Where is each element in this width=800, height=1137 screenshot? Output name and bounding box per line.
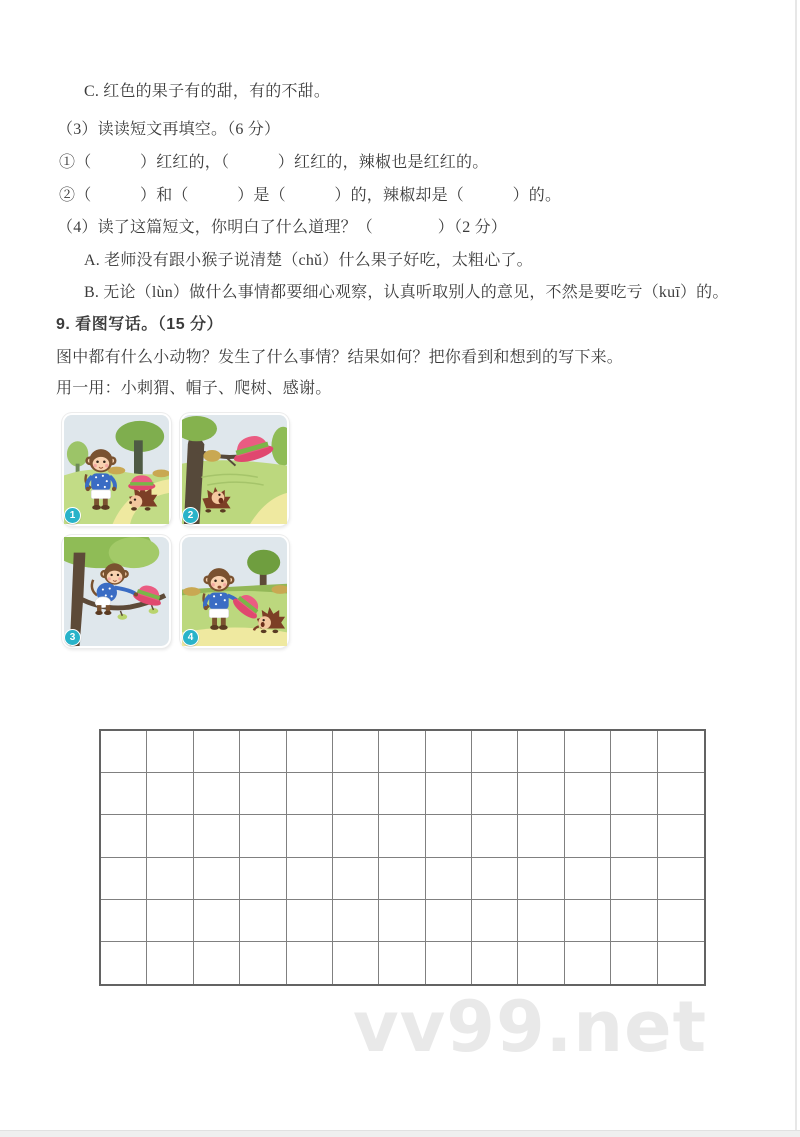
monkey-hedgehog-meet-illustration — [64, 415, 169, 524]
grid-cell — [379, 858, 425, 900]
grid-cell — [240, 773, 286, 815]
grid-cell — [287, 815, 333, 857]
grid-cell — [240, 858, 286, 900]
writing-grid — [99, 729, 706, 986]
grid-cell — [379, 900, 425, 942]
comic-panel-1 — [62, 413, 171, 526]
comic-panel-3 — [62, 535, 171, 648]
grid-cell — [565, 900, 611, 942]
grid-cell — [287, 858, 333, 900]
grid-cell — [611, 858, 657, 900]
question-3-label: （3）读读短文再填空。（6 分） — [57, 121, 281, 138]
grid-cell — [101, 942, 147, 984]
grid-cell — [333, 942, 379, 984]
grid-cell — [611, 900, 657, 942]
grid-cell — [194, 731, 240, 773]
grid-cell — [240, 900, 286, 942]
grid-cell — [426, 773, 472, 815]
grid-cell — [333, 773, 379, 815]
grid-cell — [472, 900, 518, 942]
grid-cell — [194, 942, 240, 984]
grid-cell — [426, 942, 472, 984]
panel-number-badge: 2 — [182, 507, 199, 524]
grid-cell — [101, 900, 147, 942]
comic-strip — [62, 413, 290, 648]
returning-hat-illustration — [182, 537, 287, 646]
grid-cell — [518, 942, 564, 984]
grid-cell — [426, 900, 472, 942]
grid-cell — [472, 815, 518, 857]
grid-cell — [147, 731, 193, 773]
question-9-prompt: 图中都有什么小动物？发生了什么事情？结果如何？把你看到和想到的写下来。 — [56, 349, 624, 366]
grid-cell — [287, 900, 333, 942]
grid-cell — [240, 731, 286, 773]
grid-cell — [101, 773, 147, 815]
grid-cell — [565, 858, 611, 900]
grid-cell — [333, 900, 379, 942]
grid-cell — [379, 731, 425, 773]
grid-cell — [518, 858, 564, 900]
grid-cell — [379, 942, 425, 984]
grid-cell — [565, 773, 611, 815]
question-4-label: （4）读了这篇短文，你明白了什么道理？（ ）（2 分） — [57, 219, 508, 236]
grid-cell — [658, 773, 704, 815]
fill-blank-item-2: ②（ ）和（ ）是（ ）的，辣椒却是（ ）的。 — [59, 187, 562, 204]
grid-cell — [194, 815, 240, 857]
fill-blank-item-1: ①（ ）红红的，（ ）红红的，辣椒也是红红的。 — [59, 154, 489, 171]
watermark: vv99.net — [353, 986, 708, 1068]
grid-cell — [194, 858, 240, 900]
grid-cell — [658, 942, 704, 984]
grid-cell — [565, 815, 611, 857]
grid-cell — [426, 731, 472, 773]
grid-cell — [472, 731, 518, 773]
grid-cell — [147, 900, 193, 942]
grid-cell — [472, 858, 518, 900]
panel-number-badge: 1 — [64, 507, 81, 524]
grid-cell — [565, 731, 611, 773]
grid-cell — [333, 731, 379, 773]
grid-cell — [147, 773, 193, 815]
grid-cell — [240, 815, 286, 857]
panel-number-badge: 3 — [64, 629, 81, 646]
grid-cell — [472, 773, 518, 815]
grid-cell — [240, 942, 286, 984]
hat-in-tree-illustration — [182, 415, 287, 524]
grid-cell — [518, 731, 564, 773]
grid-cell — [379, 815, 425, 857]
option-c-text: C. 红色的果子有的甜，有的不甜。 — [84, 83, 331, 100]
grid-cell — [426, 815, 472, 857]
grid-cell — [658, 815, 704, 857]
question-4-option-b: B. 无论（lùn）做什么事情都要细心观察，认真听取别人的意见，不然是要吃亏（kuī）的。 — [84, 284, 729, 301]
question-4-option-a: A. 老师没有跟小猴子说清楚（chǔ）什么果子好吃，太粗心了。 — [84, 252, 533, 269]
grid-cell — [287, 773, 333, 815]
grid-cell — [518, 815, 564, 857]
grid-cell — [518, 773, 564, 815]
grid-cell — [147, 942, 193, 984]
comic-panel-4 — [180, 535, 289, 648]
grid-cell — [287, 942, 333, 984]
comic-panel-2 — [180, 413, 289, 526]
grid-cell — [658, 900, 704, 942]
grid-cell — [658, 858, 704, 900]
grid-cell — [658, 731, 704, 773]
monkey-climbing-illustration — [64, 537, 169, 646]
panel-number-badge: 4 — [182, 629, 199, 646]
grid-cell — [101, 731, 147, 773]
grid-cell — [147, 858, 193, 900]
grid-cell — [194, 900, 240, 942]
grid-cell — [565, 942, 611, 984]
grid-cell — [147, 815, 193, 857]
grid-cell — [472, 942, 518, 984]
grid-cell — [611, 942, 657, 984]
question-9-title: 9. 看图写话。（15 分） — [56, 316, 224, 333]
grid-cell — [101, 858, 147, 900]
grid-cell — [611, 731, 657, 773]
page-bottom-strip — [0, 1130, 800, 1137]
grid-cell — [101, 815, 147, 857]
grid-cell — [333, 858, 379, 900]
question-9-word-hint: 用一用：小刺猬、帽子、爬树、感谢。 — [56, 380, 332, 397]
grid-cell — [333, 815, 379, 857]
grid-cell — [379, 773, 425, 815]
grid-cell — [611, 773, 657, 815]
grid-cell — [426, 858, 472, 900]
grid-cell — [518, 900, 564, 942]
grid-cell — [611, 815, 657, 857]
page-edge-line — [795, 0, 797, 1137]
grid-cell — [194, 773, 240, 815]
grid-cell — [287, 731, 333, 773]
